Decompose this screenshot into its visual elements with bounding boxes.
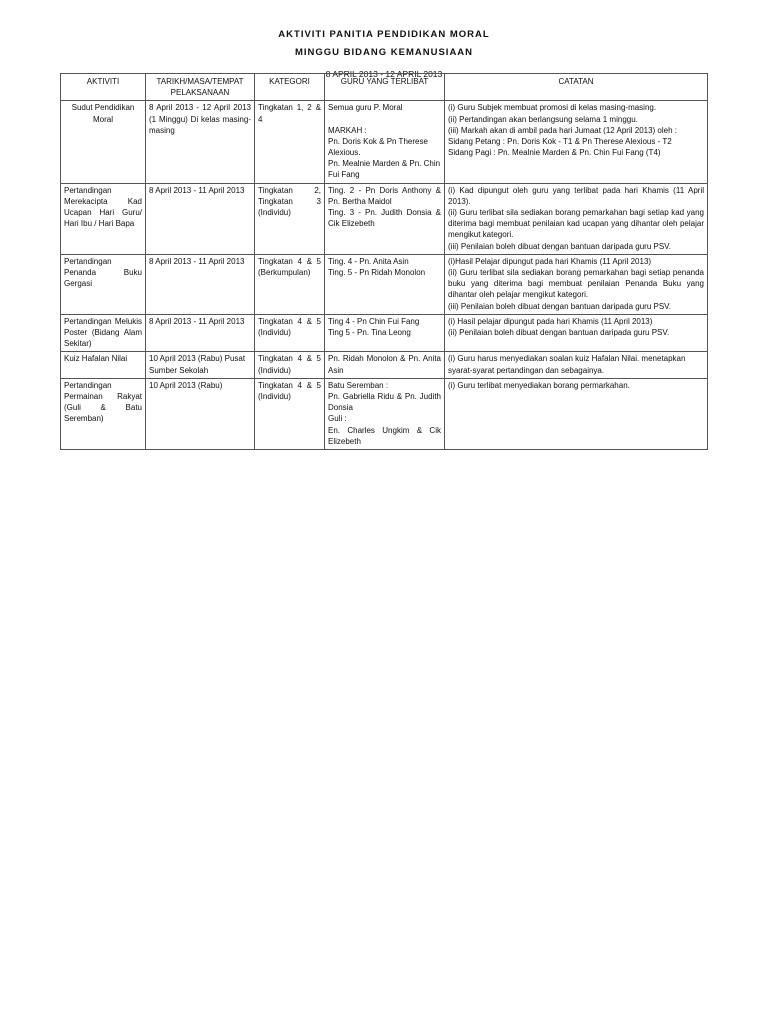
cell-tarikh: 10 April 2013 (Rabu) Pusat Sumber Sekolah (146, 352, 255, 378)
catatan-line: (ii) Penilaian boleh dibuat dengan bantuan daripada guru PSV. (448, 328, 670, 338)
column-header-aktiviti: AKTIVITI (61, 74, 146, 101)
cell-catatan (445, 314, 708, 352)
cell-tarikh: 10 April 2013 (Rabu) (146, 378, 255, 449)
page-header (0, 26, 768, 80)
catatan-line: Sidang Pagi : Pn. Mealnie Marden & Pn. Chin Fui Fang (T4) (448, 148, 661, 158)
catatan-line: (iii) Markah akan di ambil pada hari Jumaat (12 April 2013) oleh : (448, 125, 678, 135)
cell-aktiviti: Pertandingan Melukis Poster (Bidang Alam Sekitar) (61, 314, 146, 352)
cell-tarikh: 8 April 2013 - 12 April 2013 (1 Minggu) Di kelas masing-masing (146, 101, 255, 183)
guru-line: Pn. Doris Kok & Pn Therese Alexious. (328, 136, 428, 158)
cell-catatan (445, 352, 708, 378)
cell-kategori: Tingkatan 4 & 5 (Individu) (255, 378, 325, 449)
activities-table (60, 73, 708, 450)
cell-kategori: Tingkatan 1, 2 & 4 (255, 101, 325, 183)
cell-kategori: Tingkatan 4 & 5 (Berkumpulan) (255, 254, 325, 314)
cell-guru (325, 314, 445, 352)
cell-kategori: Tingkatan 2, Tingkatan 3 (Individu) (255, 183, 325, 254)
table-row (61, 314, 708, 352)
catatan-line: (i) Guru harus menyediakan soalan kuiz Hafalan Nilai. menetapkan syarat-syarat pertandingan dan sebagainya. (448, 354, 686, 375)
table-row (61, 183, 708, 254)
guru-line: MARKAH : (328, 125, 367, 135)
cell-guru (325, 101, 445, 183)
guru-line: Ting 4 - Pn Chin Fui Fang (328, 316, 420, 326)
guru-line: Pn. Gabriella Ridu & Pn. Judith Donsia (328, 392, 441, 413)
catatan-line: (i) Kad dipungut oleh guru yang terlibat pada hari Khamis (11 April 2013). (448, 185, 704, 206)
catatan-line: (i) Hasil pelajar dipungut pada hari Khamis (11 April 2013) (448, 316, 653, 326)
cell-tarikh: 8 April 2013 - 11 April 2013 (146, 254, 255, 314)
cell-catatan (445, 378, 708, 449)
guru-line: Batu Seremban : (328, 380, 389, 390)
cell-aktiviti: Kuiz Hafalan Nilai (61, 352, 146, 378)
catatan-line: (iii) Penilaian boleh dibuat dengan bantuan daripada guru PSV. (448, 241, 671, 251)
page-subtitle: MINGGU BIDANG KEMANUSIAAN (294, 47, 474, 58)
table-row (61, 378, 708, 449)
cell-aktiviti: Pertandingan Merekacipta Kad Ucapan Hari Guru/ Hari Ibu / Hari Bapa (61, 183, 146, 254)
guru-line: Ting. 3 - Pn. Judith Donsia & Cik Elizebeth (328, 208, 441, 229)
guru-line: Ting. 5 - Pn Ridah Monolon (328, 268, 426, 278)
cell-guru (325, 254, 445, 314)
cell-kategori: Tingkatan 4 & 5 (Individu) (255, 352, 325, 378)
cell-aktiviti: Sudut Pendidikan Moral (61, 101, 146, 183)
cell-aktiviti: Pertandingan Permainan Rakyat (Guli & Batu Seremban) (61, 378, 146, 449)
catatan-line: (iii) Penilaian boleh dibuat dengan bantuan daripada guru PSV. (448, 301, 671, 311)
cell-aktiviti: Pertandingan Penanda Buku Gergasi (61, 254, 146, 314)
cell-kategori: Tingkatan 4 & 5 (Individu) (255, 314, 325, 352)
cell-tarikh: 8 April 2013 - 11 April 2013 (146, 314, 255, 352)
column-header-catatan: CATATAN (445, 74, 708, 101)
cell-catatan (445, 101, 708, 183)
column-header-guru: GURU YANG TERLIBAT (325, 74, 445, 101)
table-row (61, 254, 708, 314)
guru-line: En. Charles Ungkim & Cik Elizebeth (328, 425, 441, 446)
catatan-line: (ii) Guru terlibat sila sediakan borang pemarkahan bagi setiap penanda buku yang diterima bagi membuat penilaian Penanda Buku yang dihantar oleh pelajar mengikut kategori. (448, 268, 704, 300)
guru-line: Semua guru P. Moral (328, 103, 403, 113)
catatan-line: (ii) Pertandingan akan berlangsung selama 1 minggu. (448, 114, 638, 124)
cell-guru (325, 352, 445, 378)
guru-line: Pn. Mealnie Marden & Pn. Chin Fui Fang (328, 159, 441, 180)
guru-line: Pn. Ridah Monolon & Pn. Anita Asin (328, 354, 441, 375)
catatan-line: (ii) Guru terlibat sila sediakan borang pemarkahan bagi setiap kad yang diterima bagi membuat penilaian kad ucapan yang dihantar oleh pelajar mengikut kategori. (448, 208, 704, 240)
cell-catatan (445, 183, 708, 254)
guru-line: Ting. 2 - Pn Doris Anthony & Pn. Bertha Maidol (328, 185, 441, 206)
table-header-row (61, 74, 708, 101)
table-row (61, 352, 708, 378)
cell-tarikh: 8 April 2013 - 11 April 2013 (146, 183, 255, 254)
cell-guru (325, 378, 445, 449)
guru-line: Ting. 4 - Pn. Anita Asin (328, 256, 409, 266)
column-header-kategori: KATEGORI (255, 74, 325, 101)
page-title: AKTIVITI PANITIA PENDIDIKAN MORAL (278, 29, 490, 40)
catatan-line: (i)Hasil Pelajar dipungut pada hari Khamis (11 April 2013) (448, 256, 652, 266)
date-range: 8 APRIL 2013 - 12 APRIL 2013 (325, 69, 443, 79)
table-row (61, 101, 708, 183)
guru-line: Guli : (328, 414, 347, 424)
cell-guru (325, 183, 445, 254)
catatan-line: Sidang Petang : Pn. Doris Kok - T1 & Pn Therese Alexious - T2 (448, 137, 672, 147)
column-header-tarikh: TARIKH/MASA/TEMPAT PELAKSANAAN (146, 74, 255, 101)
guru-line: Ting 5 - Pn. Tina Leong (328, 328, 411, 338)
catatan-line: (i) Guru Subjek membuat promosi di kelas masing-masing. (448, 103, 657, 113)
cell-catatan (445, 254, 708, 314)
catatan-line: (i) Guru terlibat menyediakan borang permarkahan. (448, 380, 630, 390)
guru-spacer (328, 114, 441, 125)
